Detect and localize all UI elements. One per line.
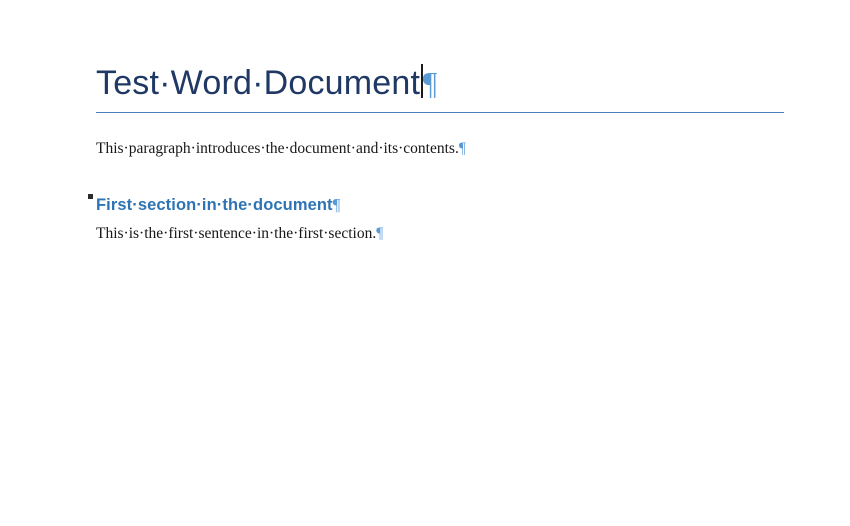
pilcrow-icon: ¶: [422, 65, 438, 101]
intro-paragraph[interactable]: [96, 138, 786, 160]
document-body[interactable]: [96, 60, 786, 245]
pilcrow-icon: ¶: [332, 195, 341, 215]
pilcrow-icon: ¶: [376, 224, 384, 242]
section-heading-text: First·section·in·the·document: [96, 196, 333, 215]
collapse-marker-icon[interactable]: [88, 194, 93, 199]
document-title-line[interactable]: [96, 60, 784, 104]
section-heading-block[interactable]: [96, 194, 786, 216]
text-cursor-caret: [421, 64, 423, 98]
pilcrow-icon: ¶: [458, 139, 466, 157]
document-title-block[interactable]: [96, 60, 784, 113]
section-paragraph-text: This·is·the·first·sentence·in·the·first·section.: [96, 224, 377, 242]
section-paragraph[interactable]: [96, 223, 786, 245]
page-title: Test·Word·Document: [96, 64, 421, 102]
intro-paragraph-text: This·paragraph·introduces·the·document·and·its·contents.: [96, 139, 459, 157]
section-heading-1[interactable]: [96, 194, 786, 216]
